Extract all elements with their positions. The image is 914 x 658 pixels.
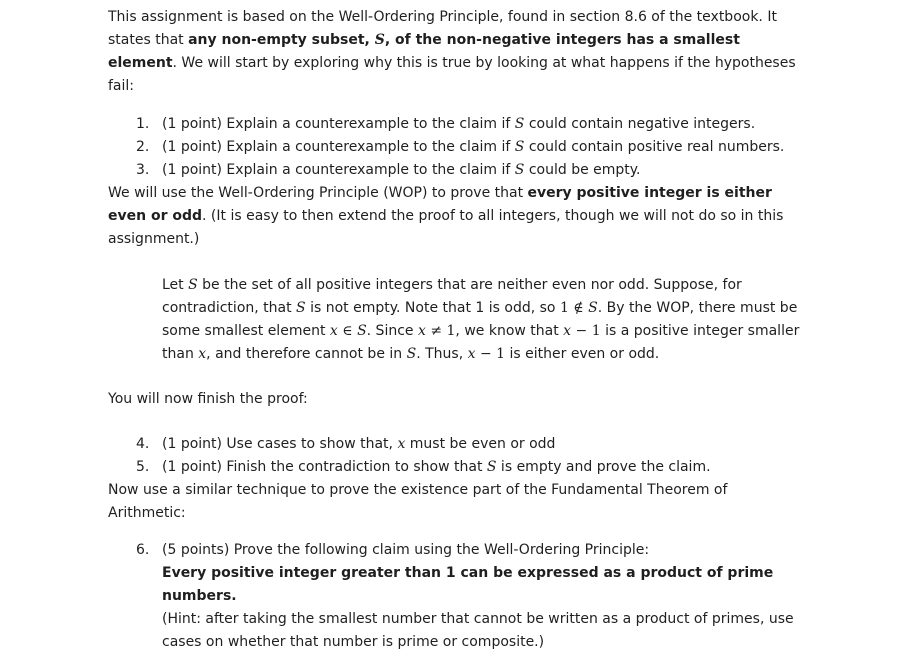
fta-task-list xyxy=(108,539,808,654)
wop-statement: any non-empty subset, S, of the non-negative integers has a smallest element xyxy=(108,32,740,71)
list-item: 1. (1 point) Explain a counterexample to the claim if S could contain negative integers. xyxy=(136,116,756,132)
list-item: 2. (1 point) Explain a counterexample to the claim if S could contain positive real numbers. xyxy=(136,139,785,155)
wop-intro-paragraph: We will use the Well-Ordering Principle (WOP) to prove that every positive integer is either even or odd. (It is easy to then extend the proof to all integers, though we will not do so in this assignment.) xyxy=(108,185,784,247)
counterexample-task-list xyxy=(108,113,808,182)
task6-hint: (Hint: after taking the smallest number that cannot be written as a product of primes, use cases on whether that number is prime or composite.) xyxy=(162,611,794,650)
finish-proof-heading: You will now finish the proof: xyxy=(108,391,308,407)
list-item: 4. (1 point) Use cases to show that, x must be even or odd xyxy=(136,436,556,452)
finish-task-list xyxy=(108,433,808,479)
proof-block: Let S be the set of all positive integers that are neither even nor odd. Suppose, for contradiction, that S is not empty. Note that 1 is odd, so 1 ∉ S. By the WOP, there must be some smallest element x ∈ S. Since x ≠ 1, we know that x − 1 is a positive integer smaller than x, and therefore cannot be in S. Thus, x − 1 is either even or odd. xyxy=(162,277,800,362)
fta-intro-paragraph: Now use a similar technique to prove the existence part of the Fundamental Theorem of Arithmetic: xyxy=(108,482,728,521)
task6-claim: Every positive integer greater than 1 can be expressed as a product of prime numbers. xyxy=(162,565,774,604)
task6-line1: (5 points) Prove the following claim using the Well-Ordering Principle: xyxy=(162,542,650,558)
assignment-document xyxy=(108,6,808,654)
list-item: 5. (1 point) Finish the contradiction to show that S is empty and prove the claim. xyxy=(136,459,711,475)
list-item: 6. (5 points) Prove the following claim using the Well-Ordering Principle: Every positive integer greater than 1 can be expressed as a product of prime numbers. (Hint: after taking the smallest number that cannot be written as a product of primes, use cases on whether that number is prime or composite.) xyxy=(136,539,808,654)
intro-paragraph: This assignment is based on the Well-Ordering Principle, found in section 8.6 of the textbook. It states that any non-empty subset, S, of the non-negative integers has a smallest element. We will start by exploring why this is true by looking at what happens if the hypotheses fail: xyxy=(108,9,796,94)
list-item: 3. (1 point) Explain a counterexample to the claim if S could be empty. xyxy=(136,162,641,178)
